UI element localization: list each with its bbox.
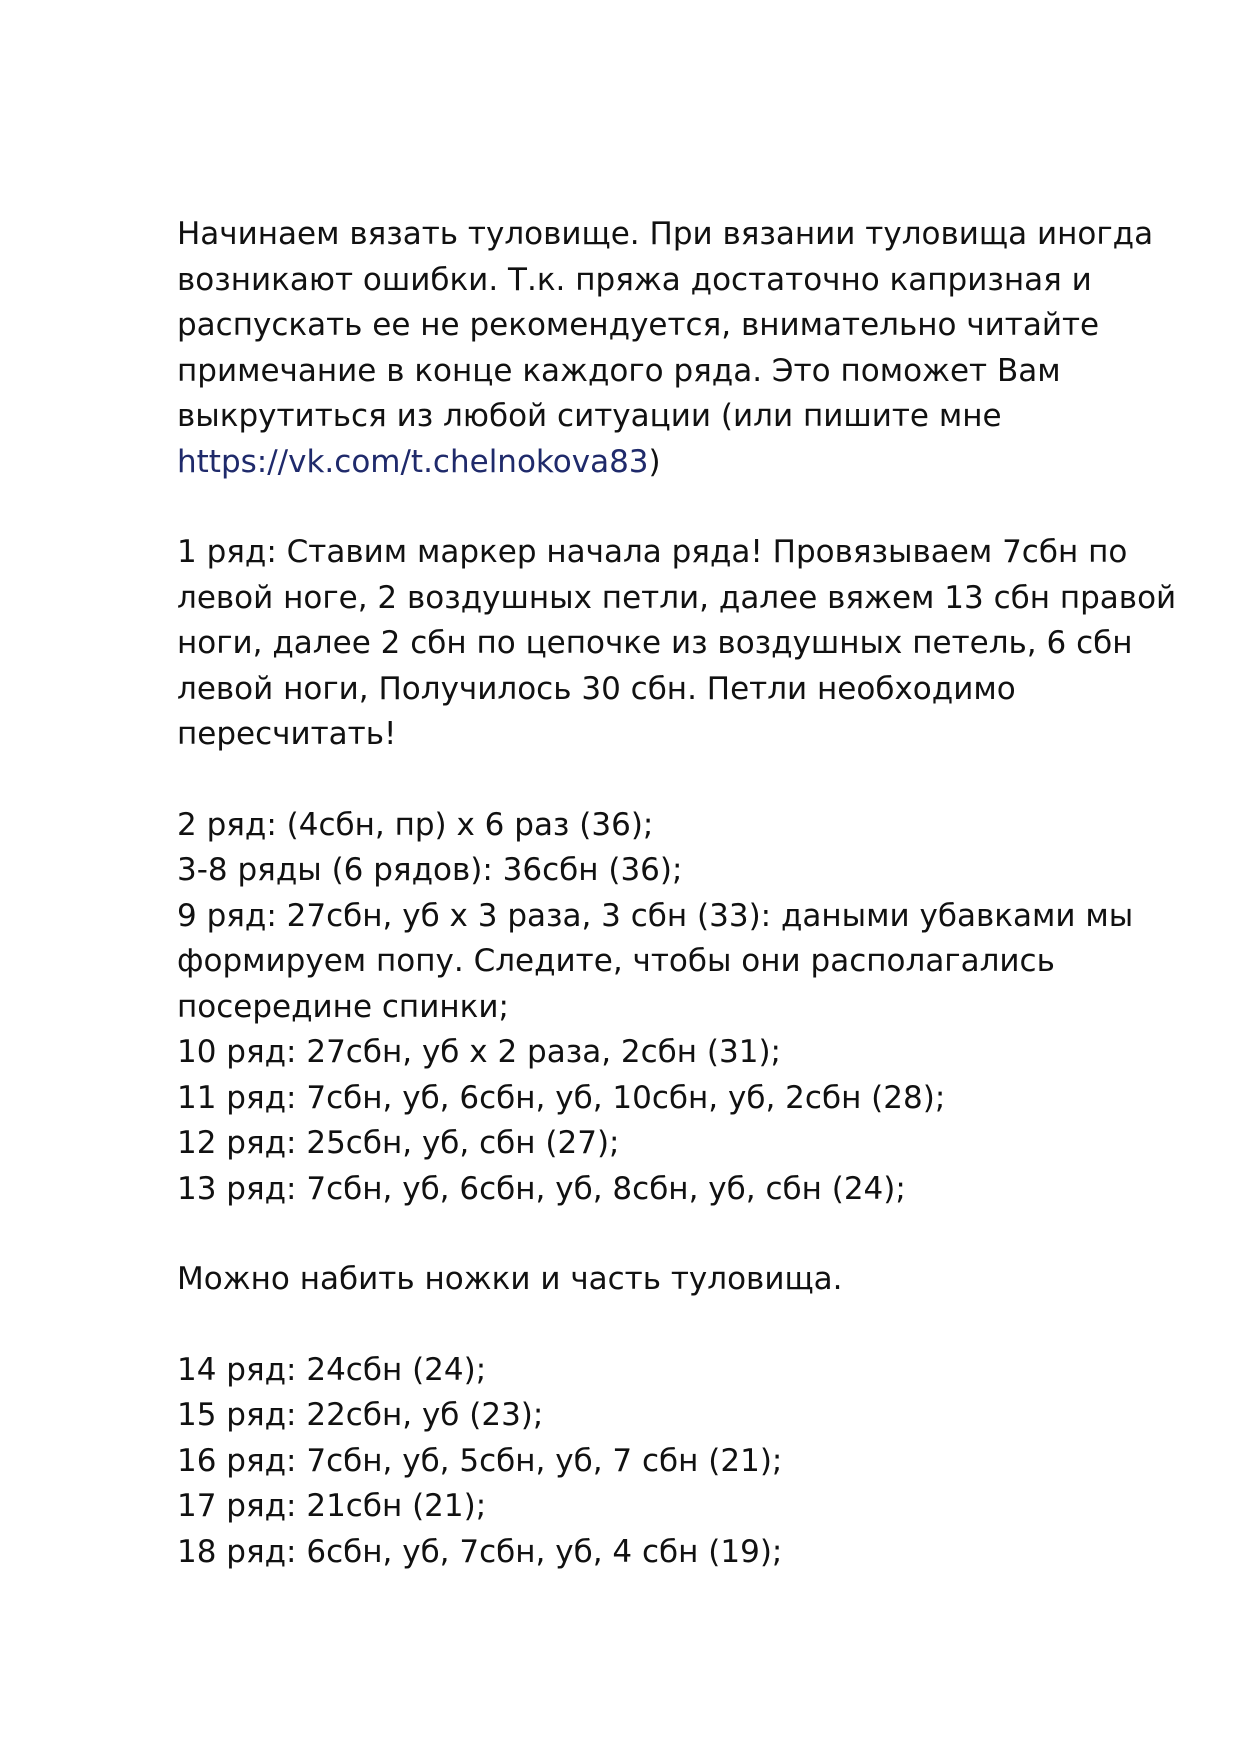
document-page <box>177 212 1177 1620</box>
intro-line: примечание в конце каждого ряда. Это поможет Вам <box>177 352 1061 389</box>
intro-paragraph <box>177 212 1167 485</box>
row-instruction: 9 ряд: 27сбн, уб х 3 раза, 3 сбн (33): даными убавками мы <box>177 897 1134 934</box>
row-instruction: посередине спинки; <box>177 988 509 1025</box>
row-instruction: 16 ряд: 7сбн, уб, 5сбн, уб, 7 сбн (21); <box>177 1442 783 1479</box>
intro-line: распускать ее не рекомендуется, внимательно читайте <box>177 307 1100 343</box>
row1-paragraph <box>177 530 1177 758</box>
row-instruction: формируем попу. Следите, чтобы они располагались <box>177 943 1055 979</box>
row-instruction: 13 ряд: 7сбн, уб, 6сбн, уб, 8сбн, уб, сбн (24); <box>177 1170 906 1207</box>
row1-line: ноги, далее 2 сбн по цепочке из воздушных петель, 6 сбн <box>177 625 1133 661</box>
row1-line: левой ноги, Получилось 30 сбн. Петли необходимо <box>177 670 1016 707</box>
row-instruction: 14 ряд: 24сбн (24); <box>177 1351 487 1388</box>
row-instruction: 10 ряд: 27сбн, уб х 2 раза, 2сбн (31); <box>177 1034 781 1070</box>
rows-2-13-list <box>177 803 1167 1213</box>
vk-profile-link[interactable]: https://vk.com/t.chelnokova83 <box>177 443 649 480</box>
link-suffix: ) <box>648 443 661 480</box>
intro-line: Начинаем вязать туловище. При вязании туловища иногда <box>177 216 1154 252</box>
note-line: Можно набить ножки и часть туловища. <box>177 1261 843 1297</box>
intro-line: возникают ошибки. Т.к. пряжа достаточно капризная и <box>177 261 1092 298</box>
intro-link-line <box>177 440 1167 486</box>
row-instruction: 2 ряд: (4сбн, пр) х 6 раз (36); <box>177 806 654 843</box>
row-instruction: 3-8 ряды (6 рядов): 36сбн (36); <box>177 852 683 888</box>
row-instruction: 18 ряд: 6сбн, уб, 7сбн, уб, 4 сбн (19); <box>177 1533 783 1570</box>
row1-line: левой ноге, 2 воздушных петли, далее вяжем 13 сбн правой <box>177 579 1177 616</box>
intro-line: выкрутиться из любой ситуации (или пишите мне <box>177 398 1002 434</box>
stuffing-note <box>177 1257 1167 1303</box>
rows-14-18-list <box>177 1348 1167 1576</box>
row-instruction: 11 ряд: 7сбн, уб, 6сбн, уб, 10сбн, уб, 2сбн (28); <box>177 1079 946 1116</box>
row-instruction: 12 ряд: 25сбн, уб, сбн (27); <box>177 1125 620 1161</box>
row-instruction: 15 ряд: 22сбн, уб (23); <box>177 1397 544 1433</box>
row1-line: пересчитать! <box>177 716 397 752</box>
row1-line: 1 ряд: Ставим маркер начала ряда! Провязываем 7сбн по <box>177 534 1128 570</box>
row-instruction: 17 ряд: 21сбн (21); <box>177 1488 487 1524</box>
